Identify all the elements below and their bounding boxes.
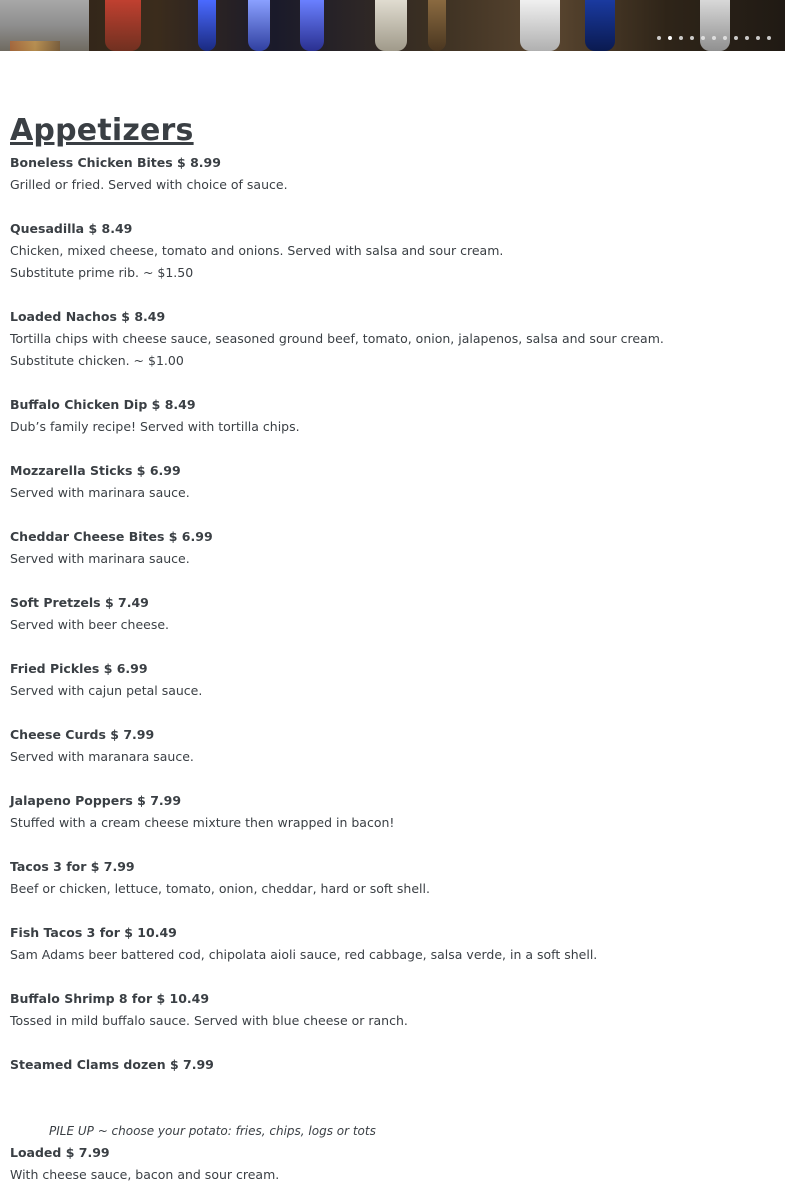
- menu-item-description: Sam Adams beer battered cod, chipolata aioli sauce, red cabbage, salsa verde, in a soft shell.: [10, 947, 598, 962]
- menu-item: [10, 394, 770, 438]
- menu-item: [10, 988, 770, 1032]
- banner-tap-handle: [248, 0, 270, 51]
- banner-tap-handle: [198, 0, 216, 51]
- menu-item: [10, 152, 770, 196]
- menu-item-title: Steamed Clams dozen $ 7.99: [10, 1057, 214, 1072]
- menu-item: [10, 724, 770, 768]
- menu-item-description: Beef or chicken, lettuce, tomato, onion, cheddar, hard or soft shell.: [10, 881, 430, 896]
- menu-item-description: Dub’s family recipe! Served with tortilla chips.: [10, 419, 300, 434]
- menu-item: [10, 790, 770, 834]
- menu-item: [10, 592, 770, 636]
- slideshow-dot[interactable]: [756, 36, 760, 40]
- menu-item-title: Buffalo Shrimp 8 for $ 10.49: [10, 991, 210, 1006]
- menu-item: [10, 306, 770, 372]
- menu-item: [10, 218, 770, 284]
- menu-item-title: Cheese Curds $ 7.99: [10, 727, 155, 742]
- menu-item-title: Boneless Chicken Bites $ 8.99: [10, 155, 221, 170]
- menu-item: [10, 856, 770, 900]
- menu-item-title: Loaded $ 7.99: [10, 1145, 110, 1160]
- menu-item: [10, 922, 770, 966]
- banner-tap-handle: [300, 0, 324, 51]
- menu-item-description: Tortilla chips with cheese sauce, seasoned ground beef, tomato, onion, jalapenos, salsa and sour cream.: [10, 331, 664, 346]
- slideshow-dot[interactable]: [745, 36, 749, 40]
- menu-item-description: Served with beer cheese.: [10, 617, 170, 632]
- menu-item-title: Mozzarella Sticks $ 6.99: [10, 463, 181, 478]
- banner-tap-handle: [585, 0, 615, 51]
- menu-item: [10, 1142, 770, 1186]
- menu-item-description: Substitute prime rib. ~ $1.50: [10, 265, 194, 280]
- section-heading: Appetizers: [10, 113, 194, 148]
- banner-tap-handle: [520, 0, 560, 51]
- banner-tap-handle: [375, 0, 407, 51]
- slideshow-dot[interactable]: [679, 36, 683, 40]
- menu-item: [10, 1054, 770, 1076]
- spacer: [10, 1076, 770, 1120]
- menu-item-title: Cheddar Cheese Bites $ 6.99: [10, 529, 213, 544]
- menu-item-title: Soft Pretzels $ 7.49: [10, 595, 149, 610]
- banner-image-left: [0, 0, 89, 51]
- menu-item-description: Served with marinara sauce.: [10, 551, 190, 566]
- menu-item-description: Substitute chicken. ~ $1.00: [10, 353, 184, 368]
- menu-item-title: Jalapeno Poppers $ 7.99: [10, 793, 182, 808]
- menu-item: [10, 460, 770, 504]
- menu-item-description: Stuffed with a cream cheese mixture then wrapped in bacon!: [10, 815, 395, 830]
- menu-item-title: Tacos 3 for $ 7.99: [10, 859, 135, 874]
- menu-item-title: Fried Pickles $ 6.99: [10, 661, 148, 676]
- header-banner-slideshow: [0, 0, 785, 51]
- menu-item-title: Quesadilla $ 8.49: [10, 221, 133, 236]
- slideshow-dot[interactable]: [690, 36, 694, 40]
- slideshow-dot[interactable]: [723, 36, 727, 40]
- banner-tap-handle: [428, 0, 446, 51]
- menu-item-description: Served with maranara sauce.: [10, 749, 194, 764]
- menu-item-title: Buffalo Chicken Dip $ 8.49: [10, 397, 196, 412]
- menu-item-description: Served with marinara sauce.: [10, 485, 190, 500]
- menu-item-description: Grilled or fried. Served with choice of sauce.: [10, 177, 288, 192]
- slideshow-dot[interactable]: [668, 36, 672, 40]
- slideshow-dot[interactable]: [734, 36, 738, 40]
- banner-tap-handle: [700, 0, 730, 51]
- slideshow-dot[interactable]: [712, 36, 716, 40]
- menu-item-title: Loaded Nachos $ 8.49: [10, 309, 166, 324]
- menu-item-description: Chicken, mixed cheese, tomato and onions. Served with salsa and sour cream.: [10, 243, 504, 258]
- menu-item-list: [10, 152, 770, 1076]
- banner-tap-handle: [105, 0, 141, 51]
- menu-item-description: Tossed in mild buffalo sauce. Served with blue cheese or ranch.: [10, 1013, 408, 1028]
- pile-up-item-list: [10, 1142, 770, 1186]
- menu-item: [10, 658, 770, 702]
- pile-up-note: PILE UP ~ choose your potato: fries, chips, logs or tots: [49, 1124, 376, 1138]
- menu-content: [10, 110, 770, 1186]
- slideshow-pagination: [657, 36, 771, 40]
- menu-item-title: Fish Tacos 3 for $ 10.49: [10, 925, 177, 940]
- menu-item-description: With cheese sauce, bacon and sour cream.: [10, 1167, 280, 1182]
- menu-item-description: Served with cajun petal sauce.: [10, 683, 203, 698]
- slideshow-dot[interactable]: [701, 36, 705, 40]
- slideshow-dot[interactable]: [767, 36, 771, 40]
- slideshow-dot[interactable]: [657, 36, 661, 40]
- menu-item: [10, 526, 770, 570]
